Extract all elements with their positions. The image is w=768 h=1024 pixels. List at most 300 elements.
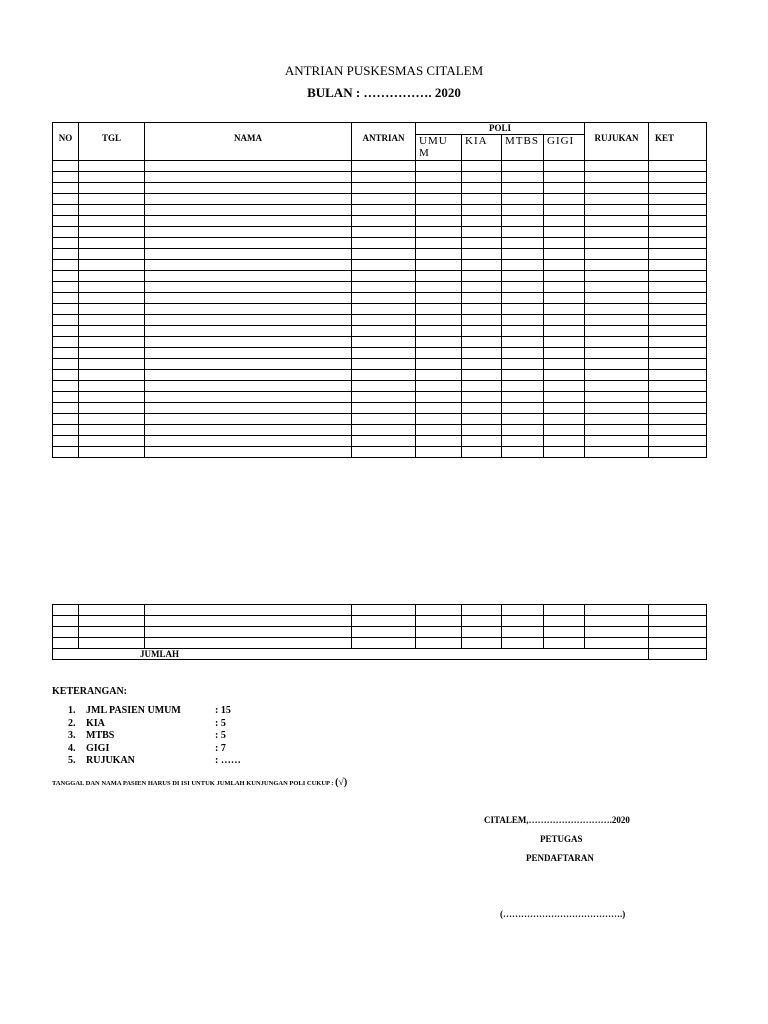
table-cell [352, 403, 416, 414]
table-cell [416, 436, 462, 447]
table-cell [462, 381, 502, 392]
table-cell [462, 216, 502, 227]
table-cell [502, 326, 544, 337]
table-row [53, 359, 707, 370]
table-cell [462, 326, 502, 337]
table-row [53, 392, 707, 403]
table-cell [352, 392, 416, 403]
table-cell [53, 326, 79, 337]
table-cell [502, 183, 544, 194]
table-cell [462, 403, 502, 414]
table-cell [53, 425, 79, 436]
table-cell [649, 216, 707, 227]
table-cell [649, 293, 707, 304]
table-cell [53, 216, 79, 227]
table-cell [649, 348, 707, 359]
table-cell [145, 605, 352, 616]
table-cell [502, 194, 544, 205]
table-cell [145, 183, 352, 194]
table-cell [502, 381, 544, 392]
table-cell [585, 392, 649, 403]
table-row [53, 238, 707, 249]
table-cell [79, 293, 145, 304]
table-cell [544, 271, 585, 282]
table-cell [352, 205, 416, 216]
table-cell [502, 304, 544, 315]
table-cell [79, 260, 145, 271]
table-cell [53, 627, 79, 638]
table-cell [145, 392, 352, 403]
table-cell [649, 260, 707, 271]
table-cell [502, 282, 544, 293]
table-cell [416, 627, 462, 638]
table-row [53, 403, 707, 414]
table-row [53, 436, 707, 447]
table-cell [145, 260, 352, 271]
table-cell [649, 238, 707, 249]
table-cell [502, 337, 544, 348]
table-row [53, 271, 707, 282]
table-cell [544, 205, 585, 216]
header-no: NO [53, 123, 79, 161]
table-cell [585, 304, 649, 315]
keterangan-item-label: MTBS [86, 730, 115, 742]
table-row [53, 447, 707, 458]
table-cell [79, 638, 145, 649]
table-cell [145, 436, 352, 447]
table-row [53, 249, 707, 260]
keterangan-item-value: : 15 [215, 705, 231, 716]
table-cell [145, 304, 352, 315]
table-cell [502, 249, 544, 260]
signature-name-line: (………………………………….) [500, 909, 626, 919]
table-cell [585, 205, 649, 216]
table-cell [649, 638, 707, 649]
table-cell [585, 447, 649, 458]
table-cell [352, 370, 416, 381]
table-cell [53, 447, 79, 458]
table-cell [416, 172, 462, 183]
table-row [53, 370, 707, 381]
table-cell [649, 337, 707, 348]
table-cell [53, 315, 79, 326]
signature-place-date: CITALEM,……………………….2020 [484, 815, 630, 825]
table-cell [585, 172, 649, 183]
table-cell [145, 616, 352, 627]
keterangan-item [68, 718, 368, 731]
table-cell [53, 293, 79, 304]
table-cell [79, 249, 145, 260]
table-cell [544, 172, 585, 183]
table-cell [462, 183, 502, 194]
table-cell [502, 161, 544, 172]
header-umum: UMU M [416, 135, 462, 161]
table-cell [416, 447, 462, 458]
table-cell [462, 605, 502, 616]
table-row [53, 183, 707, 194]
table-cell [416, 282, 462, 293]
table-row [53, 205, 707, 216]
table-cell [462, 260, 502, 271]
table-cell [649, 605, 707, 616]
table-cell [502, 638, 544, 649]
keterangan-item-label: RUJUKAN [86, 755, 135, 767]
table-cell [544, 183, 585, 194]
table-cell [544, 425, 585, 436]
table-cell [416, 326, 462, 337]
table-row [53, 616, 707, 627]
table-cell [585, 216, 649, 227]
table-cell [649, 370, 707, 381]
table-cell [544, 359, 585, 370]
document-title: ANTRIAN PUSKESMAS CITALEM [284, 63, 484, 78]
table-cell [585, 381, 649, 392]
table-cell [544, 337, 585, 348]
table-cell [53, 249, 79, 260]
table-cell [585, 183, 649, 194]
table-cell [649, 616, 707, 627]
table-cell [79, 337, 145, 348]
table-cell [79, 161, 145, 172]
table-cell [544, 238, 585, 249]
keterangan-item-number: 5. [68, 755, 76, 767]
keterangan-item-value: : 7 [215, 742, 226, 754]
table-cell [53, 227, 79, 238]
table-cell [462, 205, 502, 216]
table-row [53, 304, 707, 315]
table-cell [352, 348, 416, 359]
table-cell [145, 447, 352, 458]
table-cell [462, 194, 502, 205]
table-cell [585, 161, 649, 172]
table-cell [145, 348, 352, 359]
table-cell [145, 638, 352, 649]
table-cell [585, 425, 649, 436]
table-cell [502, 172, 544, 183]
table-row [53, 293, 707, 304]
table-row [53, 282, 707, 293]
table-cell [502, 359, 544, 370]
table-cell [79, 627, 145, 638]
keterangan-list [68, 705, 368, 768]
patient-queue-table [52, 122, 707, 458]
table-cell [416, 337, 462, 348]
table-cell [544, 627, 585, 638]
table-cell [585, 359, 649, 370]
table-cell [79, 616, 145, 627]
table-cell [53, 183, 79, 194]
table-cell [416, 238, 462, 249]
table-cell [544, 282, 585, 293]
table-row [53, 605, 707, 616]
table-cell [502, 403, 544, 414]
table-cell [352, 238, 416, 249]
table-cell [53, 337, 79, 348]
table-cell [544, 227, 585, 238]
table-row [53, 425, 707, 436]
table-cell [544, 348, 585, 359]
table-header-row [53, 123, 707, 135]
table-cell [462, 227, 502, 238]
keterangan-item-number: 4. [68, 742, 76, 754]
table-cell [416, 293, 462, 304]
table-cell [649, 392, 707, 403]
table-cell [502, 436, 544, 447]
table-cell [352, 227, 416, 238]
table-cell [352, 627, 416, 638]
table-cell [145, 216, 352, 227]
table-cell [502, 392, 544, 403]
table-cell [502, 605, 544, 616]
table-cell [544, 194, 585, 205]
table-cell [79, 326, 145, 337]
table-cell [79, 205, 145, 216]
table-cell [53, 282, 79, 293]
keterangan-item-value: : …… [215, 755, 241, 767]
table-cell [502, 616, 544, 627]
keterangan-item-label: KIA [86, 717, 105, 729]
table-cell [544, 161, 585, 172]
table-cell [649, 627, 707, 638]
table-cell [585, 238, 649, 249]
table-cell [585, 337, 649, 348]
table-cell [145, 403, 352, 414]
table-cell [145, 326, 352, 337]
table-cell [352, 271, 416, 282]
table-cell [544, 260, 585, 271]
table-cell [416, 348, 462, 359]
table-cell [585, 436, 649, 447]
table-cell [462, 337, 502, 348]
table-cell [352, 260, 416, 271]
table-cell [649, 161, 707, 172]
table-cell [416, 359, 462, 370]
table-cell [79, 271, 145, 282]
table-cell [585, 627, 649, 638]
table-cell [145, 205, 352, 216]
table-cell [352, 282, 416, 293]
instruction-note-text: TANGGAL DAN NAMA PASIEN HARUS DI ISI UNTUK JUMLAH KUNJUNGAN POLI CUKUP : [52, 780, 334, 787]
jumlah-label: JUMLAH [53, 649, 649, 660]
table-cell [585, 249, 649, 260]
table-cell [416, 403, 462, 414]
table-cell [53, 260, 79, 271]
document-subtitle: BULAN : ……………. 2020 [307, 85, 461, 100]
table-cell [352, 638, 416, 649]
table-cell [544, 447, 585, 458]
table-cell [79, 282, 145, 293]
table-cell [352, 161, 416, 172]
table-cell [416, 425, 462, 436]
header-poli: POLI [416, 123, 585, 135]
keterangan-item-number: 2. [68, 717, 76, 729]
table-cell [585, 194, 649, 205]
table-cell [585, 315, 649, 326]
table-cell [79, 194, 145, 205]
table-cell [79, 216, 145, 227]
table-cell [53, 161, 79, 172]
table-cell [649, 194, 707, 205]
table-cell [352, 359, 416, 370]
table-cell [416, 271, 462, 282]
table-cell [145, 359, 352, 370]
table-cell [462, 271, 502, 282]
table-cell [649, 425, 707, 436]
table-cell [145, 172, 352, 183]
table-cell [53, 638, 79, 649]
table-row [53, 216, 707, 227]
table-cell [462, 359, 502, 370]
table-cell [462, 304, 502, 315]
table-cell [462, 436, 502, 447]
table-cell [352, 447, 416, 458]
table-cell [352, 315, 416, 326]
table-cell [416, 194, 462, 205]
table-cell [462, 238, 502, 249]
table-cell [462, 282, 502, 293]
table-row [53, 315, 707, 326]
table-cell [649, 403, 707, 414]
table-cell [53, 238, 79, 249]
table-cell [585, 414, 649, 425]
signature-role-line1: PETUGAS [540, 834, 583, 844]
table-cell [145, 238, 352, 249]
table-cell [502, 271, 544, 282]
table-cell [502, 205, 544, 216]
header-kia: KIA [462, 135, 502, 161]
table-cell [145, 315, 352, 326]
table-cell [544, 216, 585, 227]
table-cell [649, 249, 707, 260]
table-cell [416, 161, 462, 172]
table-cell [79, 370, 145, 381]
table-cell [502, 348, 544, 359]
header-nama: NAMA [145, 123, 352, 161]
table-cell [649, 447, 707, 458]
table-cell [585, 616, 649, 627]
table-cell [79, 605, 145, 616]
table-cell [145, 249, 352, 260]
table-cell [145, 227, 352, 238]
table-cell [145, 425, 352, 436]
table-cell [79, 381, 145, 392]
keterangan-item-label: GIGI [86, 742, 110, 754]
table-cell [585, 605, 649, 616]
table-cell [416, 227, 462, 238]
table-cell [462, 425, 502, 436]
table-cell [502, 227, 544, 238]
instruction-note [52, 777, 347, 788]
table-cell [649, 414, 707, 425]
table-cell [649, 315, 707, 326]
table-cell [544, 326, 585, 337]
table-cell [53, 370, 79, 381]
table-row [53, 227, 707, 238]
table-cell [502, 293, 544, 304]
table-cell [649, 183, 707, 194]
table-cell [502, 627, 544, 638]
table-cell [462, 249, 502, 260]
table-cell [416, 315, 462, 326]
table-row [53, 161, 707, 172]
keterangan-item-value: : 5 [215, 717, 226, 729]
table-cell [649, 326, 707, 337]
table-cell [352, 381, 416, 392]
table-cell [79, 315, 145, 326]
table-cell [53, 403, 79, 414]
table-row [53, 638, 707, 649]
keterangan-title: KETERANGAN: [52, 686, 128, 697]
table-row [53, 172, 707, 183]
table-cell [53, 359, 79, 370]
table-cell [79, 425, 145, 436]
header-ket: KET [649, 123, 707, 161]
table-cell [585, 403, 649, 414]
table-cell [416, 260, 462, 271]
table-cell [544, 436, 585, 447]
table-cell [79, 238, 145, 249]
table-cell [53, 271, 79, 282]
summary-table [52, 604, 707, 660]
table-cell [649, 227, 707, 238]
table-cell [53, 172, 79, 183]
table-cell [145, 627, 352, 638]
table-cell [544, 605, 585, 616]
table-cell [544, 392, 585, 403]
table-cell [544, 414, 585, 425]
table-cell [585, 271, 649, 282]
table-cell [53, 392, 79, 403]
table-cell [585, 348, 649, 359]
keterangan-item [68, 755, 368, 768]
table-cell [502, 447, 544, 458]
header-antrian: ANTRIAN [352, 123, 416, 161]
table-cell [416, 414, 462, 425]
table-cell [585, 227, 649, 238]
table-cell [79, 172, 145, 183]
table-cell [416, 392, 462, 403]
table-cell [462, 392, 502, 403]
keterangan-item [68, 743, 368, 756]
table-cell [502, 425, 544, 436]
table-cell [462, 370, 502, 381]
table-cell [79, 447, 145, 458]
table-cell [79, 227, 145, 238]
table-cell [502, 414, 544, 425]
keterangan-item [68, 705, 368, 718]
keterangan-item-number: 3. [68, 730, 76, 742]
table-cell [462, 638, 502, 649]
table-cell [352, 172, 416, 183]
table-cell [649, 282, 707, 293]
table-cell [585, 370, 649, 381]
header-tgl: TGL [79, 123, 145, 161]
table-cell [502, 216, 544, 227]
table-cell [352, 414, 416, 425]
table-cell [53, 348, 79, 359]
table-cell [416, 304, 462, 315]
table-cell [79, 348, 145, 359]
table-cell [462, 161, 502, 172]
table-cell [544, 638, 585, 649]
table-cell [544, 370, 585, 381]
table-cell [53, 205, 79, 216]
table-cell [79, 183, 145, 194]
table-cell [502, 315, 544, 326]
header-gigi: GIGI [544, 135, 585, 161]
table-cell [462, 348, 502, 359]
table-cell [416, 249, 462, 260]
